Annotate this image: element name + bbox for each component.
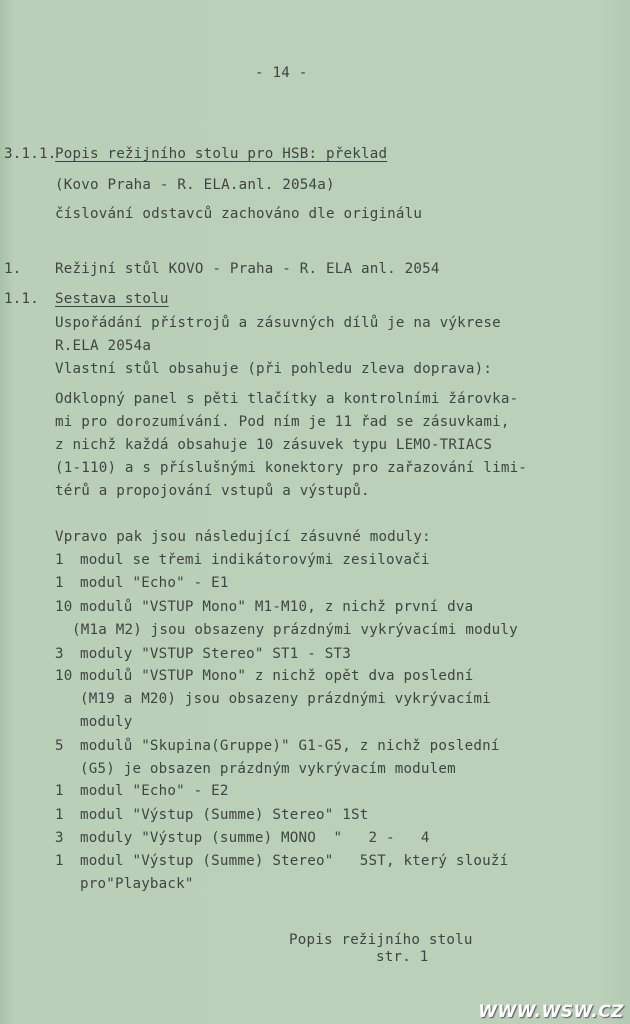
footer-page: str. 1	[376, 949, 429, 965]
module-line: modulů "VSTUP Mono" z nichž opět dva poslední	[80, 668, 474, 684]
module-line: (M19 a M20) jsou obsazeny prázdnými vykrývacími	[80, 691, 491, 707]
module-qty: 10	[55, 599, 73, 615]
module-line: moduly "Výstup (summe) MONO " 2 - 4	[80, 830, 430, 846]
module-line: pro"Playback"	[80, 876, 194, 892]
watermark-logo: WWW.WSW.CZ	[478, 1002, 624, 1022]
heading-note: číslování odstavců zachováno dle originálu	[55, 206, 423, 222]
module-qty: 1	[55, 807, 64, 823]
modules-intro: Vpravo pak jsou následující zásuvné moduly:	[55, 529, 431, 545]
section-1-1-number: 1.1.	[4, 291, 39, 307]
heading-title: Popis režijního stolu pro HSB: překlad	[55, 146, 388, 162]
module-line: modul "Výstup (Summe) Stereo" 1St	[80, 807, 369, 823]
module-line: modul se třemi indikátorovými zesilovači	[80, 552, 430, 568]
page-number: - 14 -	[255, 65, 308, 81]
section-1-number: 1.	[4, 261, 22, 277]
section-1-text: Režijní stůl KOVO - Praha - R. ELA anl. 2054	[55, 261, 440, 277]
module-line: (G5) je obsazen prázdným vykrývacím modulem	[80, 761, 456, 777]
section-1-1-line: Vlastní stůl obsahuje (při pohledu zleva doprava):	[55, 361, 493, 377]
paragraph-line: z nichž každá obsahuje 10 zásuvek typu LEMO-TRIACS	[55, 437, 493, 453]
module-qty: 1	[55, 552, 64, 568]
module-line: modulů "Skupina(Gruppe)" G1-G5, z nichž poslední	[80, 738, 500, 754]
paragraph-line: (1-110) a s příslušnými konektory pro zařazování limi-	[55, 460, 528, 476]
module-line: modulů "VSTUP Mono" M1-M10, z nichž první dva	[80, 599, 474, 615]
paragraph-line: Odklopný panel s pěti tlačítky a kontrolními žárovka-	[55, 391, 519, 407]
module-line: modul "Echo" - E2	[80, 783, 229, 799]
module-line: (M1a M2) jsou obsazeny prázdnými vykrývacími moduly	[72, 622, 518, 638]
footer-caption: Popis režijního stolu	[289, 932, 473, 948]
module-qty: 10	[55, 668, 73, 684]
module-qty: 1	[55, 853, 64, 869]
heading-number: 3.1.1.	[4, 146, 57, 162]
module-line: moduly "VSTUP Stereo" ST1 - ST3	[80, 646, 351, 662]
section-1-1-title: Sestava stolu	[55, 291, 169, 307]
module-qty: 5	[55, 738, 64, 754]
module-qty: 3	[55, 830, 64, 846]
heading-subtitle: (Kovo Praha - R. ELA.anl. 2054a)	[55, 177, 335, 193]
module-qty: 1	[55, 783, 64, 799]
module-qty: 1	[55, 575, 64, 591]
section-1-1-line: Uspořádání přístrojů a zásuvných dílů je na výkrese	[55, 315, 501, 331]
module-line: moduly	[80, 714, 133, 730]
paragraph-line: mi pro dorozumívání. Pod ním je 11 řad se zásuvkami,	[55, 414, 510, 430]
module-line: modul "Echo" - E1	[80, 575, 229, 591]
paragraph-line: térů a propojování vstupů a výstupů.	[55, 483, 370, 499]
module-line: modul "Výstup (Summe) Stereo" 5ST, který slouží	[80, 853, 509, 869]
section-1-1-line: R.ELA 2054a	[55, 338, 152, 354]
module-qty: 3	[55, 646, 64, 662]
